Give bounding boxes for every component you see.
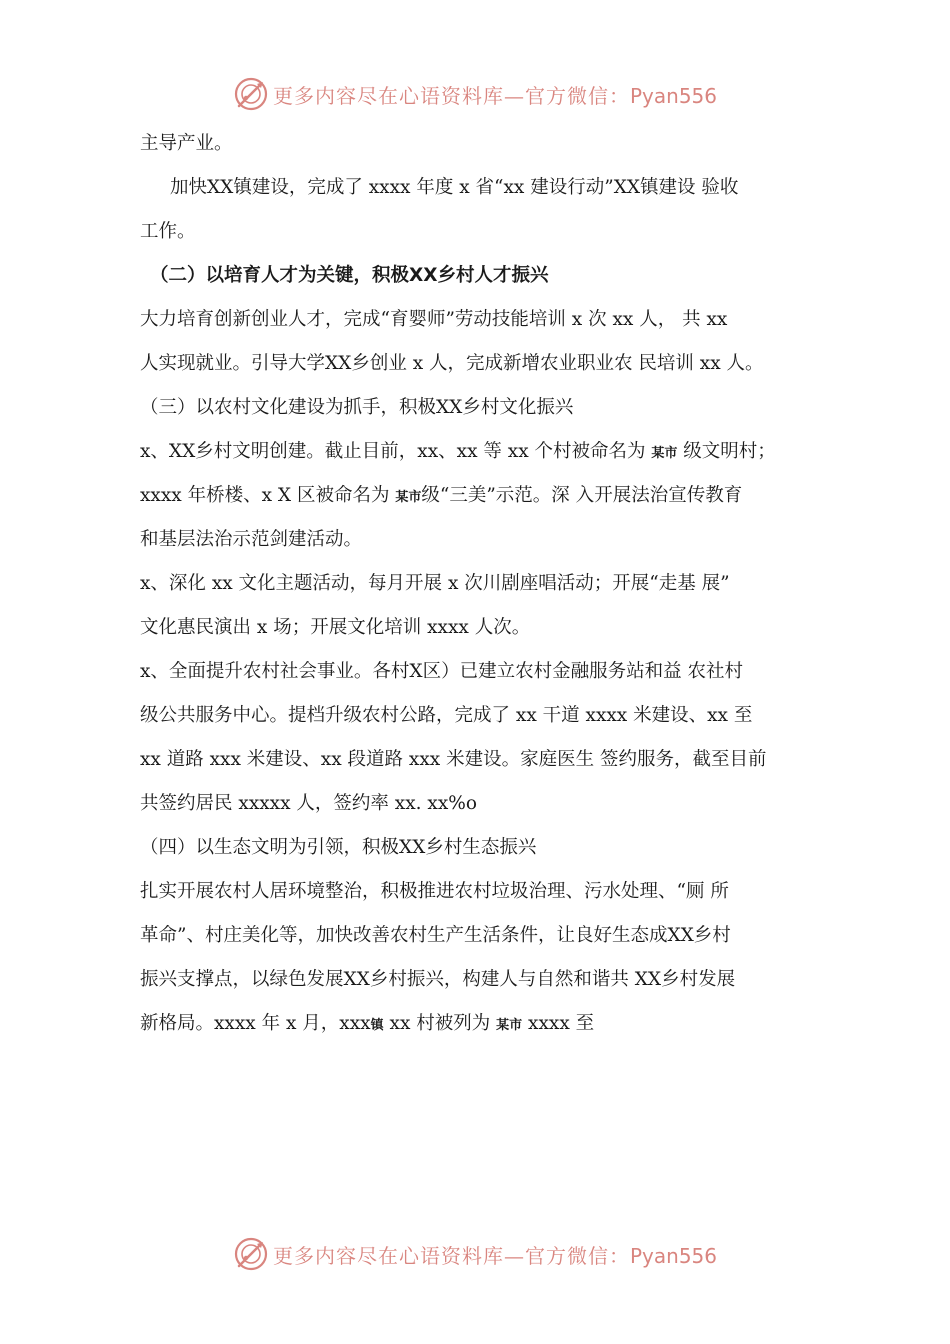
wechat-id: Pyan556 — [629, 1243, 717, 1268]
paragraph-line: 大力培育创新创业人才，完成“育婴师”劳动技能培训 x 次 xx 人， 共 xx — [140, 309, 728, 330]
banner-text: 更多内容尽在心语资料库—官方微信：Pyan556 — [272, 1243, 717, 1268]
logo-icon — [233, 76, 269, 112]
paragraph-line: 振兴支撑点，以绿色发展XX乡村振兴，构建人与自然和谐共 XX乡村发展 — [140, 969, 736, 990]
banner-text: 更多内容尽在心语资料库—官方微信：Pyan556 — [272, 83, 717, 108]
header-banner — [0, 72, 950, 116]
section-heading: （二）以培育人才为关键，积极XX乡村人才振兴 — [150, 265, 549, 286]
section-heading: （三）以农村文化建设为抓手，积极XX乡村文化振兴 — [140, 397, 574, 418]
wechat-id: Pyan556 — [629, 83, 717, 108]
paragraph-line: 扎实开展农村人居环境整治，积极推进农村垃圾治理、污水处理、“厕 所 — [140, 881, 729, 902]
paragraph-line: 新格局。xxxx 年 x 月，xxx镇 xx 村被列为 某市 xxxx 至 — [140, 1013, 595, 1034]
paragraph-line: 共签约居民 xxxxx 人，签约率 xx. xx%o — [140, 793, 478, 814]
paragraph-line: xx 道路 xxx 米建设、xx 段道路 xxx 米建设。家庭医生 签约服务，截至目前 — [140, 749, 767, 770]
paragraph-line: 文化惠民演出 x 场；开展文化培训 xxxx 人次。 — [140, 617, 531, 638]
paragraph-line: x、XX乡村文明创建。截止目前，xx、xx 等 xx 个村被命名为 某市 级文明村； — [140, 441, 776, 462]
footer-banner — [0, 1232, 950, 1276]
section-heading: （四）以生态文明为引领，积极XX乡村生态振兴 — [140, 837, 537, 858]
paragraph-line: x、深化 xx 文化主题活动，每月开展 x 次川剧座唱活动；开展“走基 展” — [140, 573, 730, 594]
paragraph-line: 人实现就业。引导大学XX乡创业 x 人，完成新增农业职业农 民培训 xx 人。 — [140, 353, 764, 374]
paragraph-line: 革命”、村庄美化等，加快改善农村生产生活条件，让良好生态成XX乡村 — [140, 925, 731, 946]
logo-icon — [233, 1236, 269, 1272]
paragraph-line: x、全面提升农村社会事业。各村X区）已建立农村金融服务站和益 农社村 — [140, 661, 743, 682]
paragraph-line: 工作。 — [140, 221, 196, 242]
document-body — [140, 122, 820, 1046]
paragraph-line: 主导产业。 — [140, 133, 233, 154]
paragraph-line: 和基层法治示范剑建活动。 — [140, 529, 363, 550]
paragraph-line: 级公共服务中心。提档升级农村公路，完成了 xx 干道 xxxx 米建设、xx 至 — [140, 705, 753, 726]
paragraph-line: xxxx 年桥楼、x X 区被命名为 某市级“三美”示范。深 入开展法治宣传教育 — [140, 485, 743, 506]
paragraph-line: 加快XX镇建设，完成了 xxxx 年度 x 省“xx 建设行动”XX镇建设 验收 — [170, 177, 739, 198]
